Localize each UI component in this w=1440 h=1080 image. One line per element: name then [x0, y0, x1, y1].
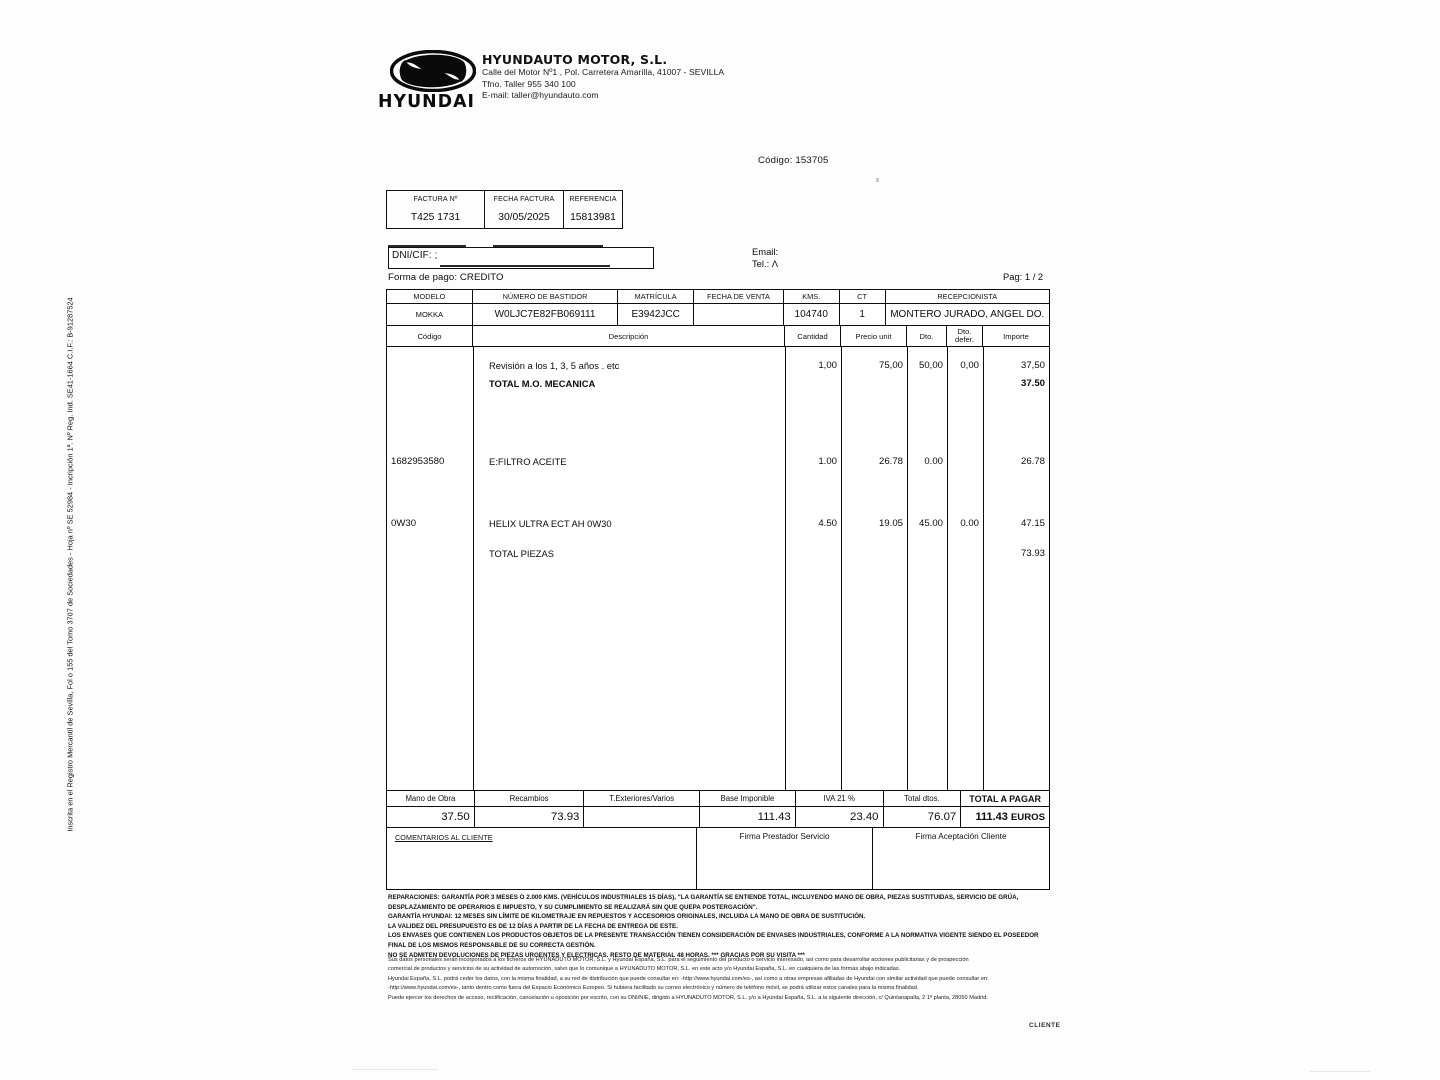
- col-header-dto: Dto.: [907, 326, 947, 346]
- item-cantidad: 1,00: [818, 360, 837, 371]
- item-precio: [841, 546, 907, 561]
- grid-line-precio: [907, 347, 908, 801]
- legal-line: LOS ENVASES QUE CONTIENEN LOS PRODUCTOS OBJETOS DE LA PRESENTE TRANSACCIÓN TIENEN CONSIDERACIÓN DE ENVASES INDUSTRIALES, CONFORME A LA NORMATIVA VIGENTE SIENDO EL POSEEDOR: [388, 932, 1039, 940]
- referencia-value: 15813981: [570, 211, 616, 223]
- table-row: [387, 358, 1049, 373]
- item-dto: [907, 376, 947, 391]
- privacy-notice: [388, 956, 1054, 1003]
- letterhead: [378, 48, 998, 120]
- item-importe: 47.15: [1020, 518, 1045, 529]
- grid-line-descripcion: [785, 347, 786, 801]
- col-header-matricula: MATRÍCULA: [618, 290, 694, 303]
- privacy-line: Hyundai España, S.L. podrá ceder los datos, con la misma finalidad, a su red de distribución que puede consultar en: -http://www.hyundai.com/es-, así como a otras empresas afiliadas de Hyundai con similar actividad que puede consultar en:: [388, 975, 989, 982]
- grid-line-codigo: [473, 347, 474, 801]
- table-row: [387, 454, 1049, 469]
- col-header-dto-defer: [947, 326, 983, 346]
- legal-line: LA VALIDEZ DEL PRESUPUESTO ES DE 12 DÍAS A PARTIR DE LA FECHA DE ENTREGA DE ESTE.: [388, 922, 678, 930]
- dni-cif-label: DNI/CIF: ;: [392, 250, 438, 261]
- company-phone: Tfno. Taller 955 340 100: [482, 78, 576, 89]
- vehicle-matricula: E3942JCC: [618, 304, 694, 325]
- totals-total-dtos: 76.07: [884, 807, 962, 827]
- grid-line-dto: [947, 347, 948, 801]
- firma-prestador-title: Firma Prestador Servicio: [739, 832, 830, 841]
- factura-numero-column: [387, 191, 485, 228]
- fecha-factura-column: [485, 191, 564, 228]
- item-dto-defer: [947, 546, 983, 561]
- company-details: [482, 52, 982, 102]
- totals-mano-obra: 37.50: [387, 807, 475, 827]
- vehicle-bastidor: W0LJC7E82FB069111: [473, 304, 619, 325]
- vehicle-values-row: [387, 304, 1049, 326]
- codigo-label: Código: 153705: [758, 155, 829, 166]
- invoice-number-box: [386, 190, 623, 229]
- email-label: Email:: [752, 246, 779, 257]
- item-cantidad: [785, 546, 841, 561]
- item-precio: 75,00: [878, 360, 903, 371]
- scan-edge-artifact-left: [352, 1069, 438, 1070]
- col-header-ct: CT: [840, 290, 886, 303]
- item-importe: 26.78: [1020, 456, 1045, 467]
- item-codigo: [387, 546, 473, 561]
- item-importe: 73.93: [1020, 548, 1045, 559]
- fecha-factura-header: FECHA FACTURA: [493, 194, 555, 203]
- item-dto-defer: 0.00: [960, 518, 979, 529]
- total-pagar-amount: 111.43: [975, 811, 1008, 823]
- col-header-modelo: MODELO: [387, 290, 473, 303]
- col-header-cantidad: Cantidad: [785, 326, 841, 346]
- col-header-importe: Importe: [1003, 331, 1029, 341]
- fecha-factura-value: 30/05/2025: [498, 211, 550, 223]
- col-header-fecha-venta: FECHA DE VENTA: [694, 290, 784, 303]
- vehicle-header-row: [387, 290, 1049, 304]
- totals-exteriores: [584, 807, 700, 827]
- totals-header-base-imponible: Base Imponible: [700, 791, 796, 806]
- item-dto: 45.00: [918, 518, 943, 529]
- grid-line-cantidad: [841, 347, 842, 801]
- dto-defer-line1: Dto.: [957, 327, 972, 336]
- item-precio: 19.05: [878, 518, 903, 529]
- vehicle-fecha-venta: [694, 304, 784, 325]
- item-dto-defer: [947, 454, 983, 469]
- item-codigo: 0W30: [391, 518, 417, 529]
- item-codigo: [387, 358, 473, 373]
- vehicle-recepcionista: MONTERO JURADO, ANGEL DO.: [890, 309, 1045, 320]
- item-dto: 0.00: [924, 456, 943, 467]
- firma-cliente-title: Firma Aceptación Cliente: [915, 832, 1007, 841]
- totals-values-row: [386, 807, 1050, 828]
- col-header-precio-unit: Precio unit: [841, 326, 907, 346]
- privacy-line: Sus datos personales serán incorporados a los ficheros de HYUNADUTO MOTOR, S.L. y Hyundai España, S.L. para el seguimiento del producto o servicio interesado, así como para desarrollar acciones publicitarias y de prospección: [388, 957, 969, 963]
- totals-header-mano-obra: Mano de Obra: [387, 791, 475, 806]
- item-dto: [907, 546, 947, 561]
- legal-line: NO SE ADMITEN DEVOLUCIONES DE PIEZAS URGENTES Y ELECTRICAS. RESTO DE MATERIAL 48 HORAS. *** GRACIAS POR SU VISITA ***: [388, 951, 805, 959]
- totals-iva: 23.40: [796, 807, 884, 827]
- vehicle-modelo: MOKKA: [387, 304, 473, 325]
- vehicle-kms: 104740: [784, 304, 840, 325]
- hyundai-logo: [378, 48, 490, 118]
- item-descripcion: TOTAL PIEZAS: [489, 548, 554, 559]
- scan-artifact: [876, 178, 879, 182]
- totals-header-total-pagar: TOTAL A PAGAR: [969, 793, 1041, 804]
- col-header-kms: KMS.: [784, 290, 840, 303]
- registry-vertical-text: Inscrita en el Registro Mercantil de Sevilla, Fol o 155 del Tomo 3707 de Sociedades - Hoja nº SE 52984 - Incripción 1ª. Nº Reg. Ind. SE41-1664 C.I.F.: B-91287524: [65, 297, 75, 832]
- item-cantidad: [785, 376, 841, 391]
- invoice-main-table: [386, 289, 1050, 802]
- totals-header-recambios: Recambios: [475, 791, 585, 806]
- firma-prestador-cell[interactable]: [697, 828, 873, 889]
- item-cantidad: 4.50: [818, 518, 837, 529]
- totals-header-exteriores: T.Exteriores/Varios: [584, 791, 700, 806]
- totals-header-total-dtos: Total dtos.: [884, 791, 962, 806]
- legal-terms: [388, 893, 1050, 960]
- cliente-copy-mark: CLIENTE: [1029, 1022, 1061, 1029]
- legal-line: DESPLAZAMIENTO DE OPERARIOS E IMPUESTO, Y SU CUMPLIMIENTO SE REALIZARÁ SIN QUE QUEPA POSTERGACIÓN".: [388, 903, 758, 911]
- totals-recambios: 73.93: [475, 807, 585, 827]
- grid-line-dto-defer: [983, 347, 984, 801]
- privacy-line: comercial de productos y servicios de su actividad de automoción, salvo que lo comunique a HYUNADUTO MOTOR, S.L. en este acto y/o Hyundai España, S.L. en cualquiera de las formas abajo indicadas.: [388, 966, 901, 973]
- vehicle-ct: 1: [840, 304, 886, 325]
- items-body: [387, 347, 1049, 801]
- item-codigo: 1682953580: [391, 456, 445, 467]
- hyundai-oval-icon: [390, 50, 476, 92]
- item-dto-defer: 0,00: [960, 360, 979, 371]
- legal-line: GARANTÍA HYUNDAI: 12 MESES SIN LÍMITE DE KILOMETRAJE EN REPUESTOS Y ACCESORIOS ORIGINALES, INCLUIDA LA MANO DE OBRA DE SUSTITUCIÓN.: [388, 913, 866, 921]
- company-email: E-mail: taller@hyundauto.com: [482, 90, 599, 101]
- privacy-line: Puede ejercer los derechos de acceso, rectificación, cancelación u oposición por escrito, con su DNI/NIE, dirigido a HYUNADUTO MOTOR, S.L. y/o a Hyundai España, S.L. a la siguiente dirección, c/ Quintanapalla, 2 1ª planta, 28050 Madrid.: [388, 994, 988, 1001]
- col-header-descripcion: Descripción: [473, 326, 785, 346]
- item-descripcion: Revisión a los 1, 3, 5 años . etc: [489, 360, 620, 371]
- totals-total-pagar: [961, 807, 1049, 827]
- privacy-line: -http://www.hyundai.com/es-, tanto dentro como fuera del Espacio Económico Europeo. Si hubiera facilitado su correo electrónico y número de teléfono móvil, se podrá utilizar estos canales para la misma finalidad.: [388, 985, 919, 992]
- telephone-label: Tel.: Λ: [752, 258, 779, 269]
- item-precio: [841, 376, 907, 391]
- comentarios-cell[interactable]: [387, 828, 697, 889]
- comentarios-title: COMENTARIOS AL CLIENTE: [395, 833, 493, 842]
- factura-numero-header: FACTURA Nº: [413, 194, 458, 203]
- item-descripcion: HELIX ULTRA ECT AH 0W30: [489, 518, 612, 529]
- item-importe: 37,50: [1020, 360, 1045, 371]
- table-row: [387, 516, 1049, 531]
- item-dto-defer: [947, 376, 983, 391]
- legal-line: FINAL DE LOS MISMOS RESPONSABLE DE SU CORRECTA GESTIÓN.: [388, 941, 596, 949]
- company-name: HYUNDAUTO MOTOR, S.L.: [482, 52, 668, 67]
- scan-edge-artifact-right: [1310, 1071, 1370, 1072]
- factura-numero-value: T425 1731: [410, 211, 461, 223]
- legal-line: REPARACIONES: GARANTÍA POR 3 MESES O 2.000 KMS. (VEHÍCULOS INDUSTRIALES 15 DÍAS), "LA GARANTÍA SE ENTIENDE TOTAL, INCLUYENDO MANO DE OBRA, PIEZAS SUSTITUIDAS, SERVICIO DE GRÚA,: [388, 894, 1019, 901]
- item-descripcion: E:FILTRO ACEITE: [489, 456, 567, 467]
- items-header-row: [387, 326, 1049, 347]
- forma-de-pago: Forma de pago: CREDITO: [388, 272, 504, 283]
- item-descripcion: TOTAL M.O. MECANICA: [489, 378, 596, 389]
- firma-cliente-cell[interactable]: [873, 828, 1049, 889]
- company-address: Calle del Motor Nº1 , Pol. Carretera Amarilla, 41007 - SEVILLA: [482, 67, 725, 77]
- totals-header-row: [386, 790, 1050, 807]
- referencia-header: REFERENCIA: [569, 194, 617, 203]
- item-cantidad: 1.00: [818, 456, 837, 467]
- item-codigo: [387, 376, 473, 391]
- table-row: [387, 546, 1049, 561]
- item-precio: 26.78: [878, 456, 903, 467]
- totals-header-iva: IVA 21 %: [796, 791, 884, 806]
- referencia-column: [564, 191, 622, 228]
- table-row: [387, 376, 1049, 391]
- signature-section: [386, 828, 1050, 890]
- redaction-mark-bottom: [440, 265, 610, 267]
- dto-defer-line2: defer.: [955, 335, 974, 344]
- col-header-bastidor: NÚMERO DE BASTIDOR: [473, 290, 619, 303]
- total-pagar-currency: EUROS: [1010, 811, 1045, 823]
- page-number: Pag: 1 / 2: [1003, 271, 1044, 282]
- col-header-recepcionista: RECEPCIONISTA: [937, 292, 998, 301]
- hyundai-wordmark: HYUNDAI: [378, 91, 476, 112]
- item-dto: 50,00: [918, 360, 943, 371]
- item-importe: 37.50: [1020, 378, 1045, 389]
- col-header-codigo: Código: [387, 326, 473, 346]
- totals-base-imponible: 111.43: [700, 807, 796, 827]
